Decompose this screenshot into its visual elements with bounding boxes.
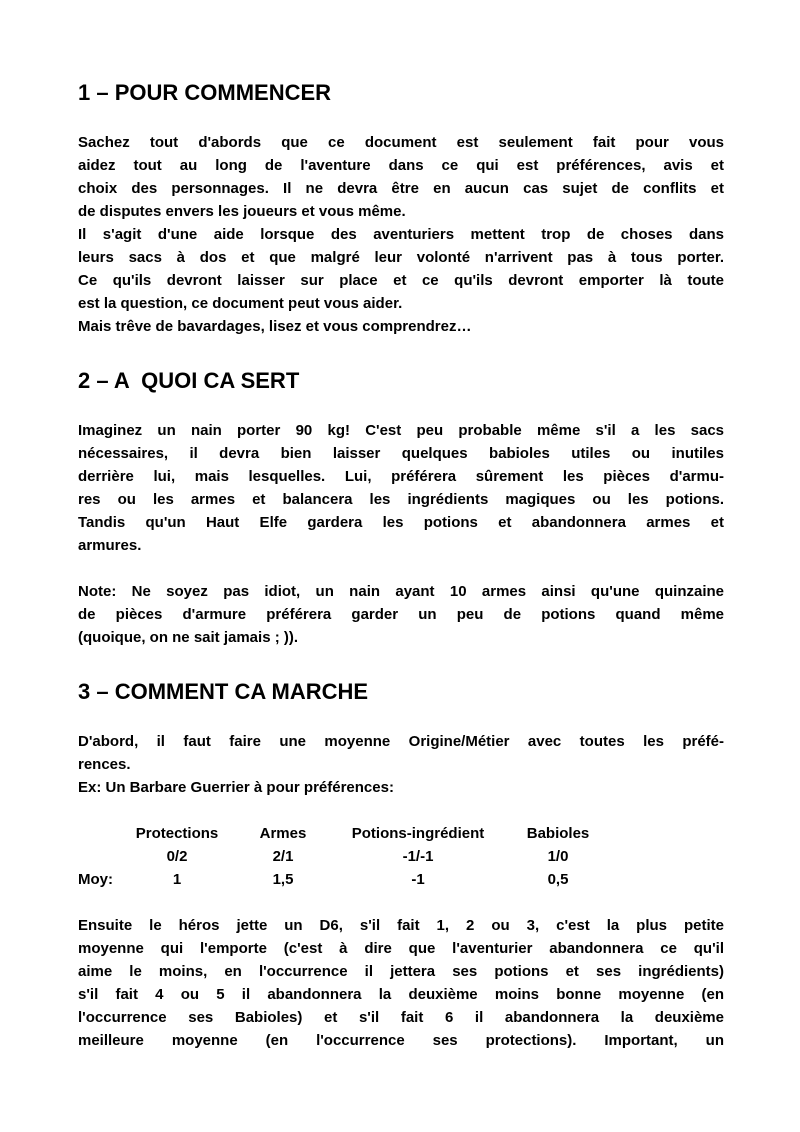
text-line: Imaginez un nain porter 90 kg! C'est peu probable même s'il a les sacs bbox=[78, 422, 724, 439]
table-cell: -1 bbox=[411, 871, 425, 888]
document-page bbox=[78, 80, 724, 1052]
average-label: Moy: bbox=[78, 871, 113, 888]
text-line: moyenne qui l'emporte (c'est à dire que l'aventurier abandonnera ce qu'il bbox=[78, 940, 724, 957]
section-1-body bbox=[78, 131, 724, 338]
text-line: Ex: Un Barbare Guerrier à pour préférences: bbox=[78, 779, 394, 796]
text-line: aime le moins, en l'occurrence il jettera ses potions et ses ingrédients) bbox=[78, 963, 724, 980]
table-header: Potions-ingrédient bbox=[351, 825, 485, 842]
text-line: est la question, ce document peut vous aider. bbox=[78, 295, 403, 312]
table-cell bbox=[78, 845, 122, 868]
text-line: de disputes envers les joueurs et vous même. bbox=[78, 203, 406, 220]
section-2-note bbox=[78, 580, 724, 649]
table-cell: 0,5 bbox=[547, 871, 569, 888]
text-line: leurs sacs à dos et que malgré leur volonté n'arrivent pas à tous porter. bbox=[78, 249, 724, 266]
table-cell: 1,5 bbox=[272, 871, 294, 888]
table-row-average bbox=[78, 868, 598, 891]
text-line: choix des personnages. Il ne devra être en aucun cas sujet de conflits et bbox=[78, 180, 724, 197]
text-line: meilleure moyenne (en l'occurrence ses protections). Important, un bbox=[78, 1032, 724, 1049]
section-1-title: 1 – POUR COMMENCER bbox=[78, 80, 332, 105]
table-cell: 1/0 bbox=[547, 848, 569, 865]
text-line: D'abord, il faut faire une moyenne Origine/Métier avec toutes les préfé- bbox=[78, 733, 724, 750]
table-row bbox=[78, 845, 598, 868]
text-line: Tandis qu'un Haut Elfe gardera les potions et abandonnera armes et bbox=[78, 514, 724, 531]
section-3-title: 3 – COMMENT CA MARCHE bbox=[78, 679, 369, 704]
text-line: Note: Ne soyez pas idiot, un nain ayant 10 armes ainsi qu'une quinzaine bbox=[78, 583, 724, 600]
text-line: Sachez tout d'abords que ce document est seulement fait pour vous bbox=[78, 134, 724, 151]
text-line: Il s'agit d'une aide lorsque des aventuriers mettent trop de choses dans bbox=[78, 226, 724, 243]
text-line: Mais trêve de bavardages, lisez et vous comprendrez… bbox=[78, 318, 472, 335]
table-header: Armes bbox=[259, 825, 307, 842]
table-cell: 2/1 bbox=[272, 848, 294, 865]
table-header-row bbox=[78, 822, 598, 845]
text-line: Ce qu'ils devront laisser sur place et ce qu'ils devront emporter là toute bbox=[78, 272, 724, 289]
text-line: Ensuite le héros jette un D6, s'il fait 1, 2 ou 3, c'est la plus petite bbox=[78, 917, 724, 934]
section-2-title: 2 – A QUOI CA SERT bbox=[78, 368, 300, 393]
text-line: aidez tout au long de l'aventure dans ce qui est préférences, avis et bbox=[78, 157, 724, 174]
text-line: nécessaires, il devra bien laisser quelques babioles utiles ou inutiles bbox=[78, 445, 724, 462]
text-line: de pièces d'armure préférera garder un peu de potions quand même bbox=[78, 606, 724, 623]
text-line: armures. bbox=[78, 537, 142, 554]
table-cell: 0/2 bbox=[166, 848, 188, 865]
section-3-intro bbox=[78, 730, 724, 799]
table-cell: 1 bbox=[172, 871, 182, 888]
section-2-body bbox=[78, 419, 724, 557]
text-line: derrière lui, mais lesquelles. Lui, préférera sûrement les pièces d'armu- bbox=[78, 468, 724, 485]
text-line: rences. bbox=[78, 756, 131, 773]
table-cell bbox=[78, 822, 122, 845]
text-line: res ou les armes et balancera les ingrédients magiques ou les potions. bbox=[78, 491, 724, 508]
text-line: l'occurrence ses Babioles) et s'il fait 6 il abandonnera la deuxième bbox=[78, 1009, 724, 1026]
preferences-table bbox=[78, 822, 598, 891]
text-line: s'il fait 4 ou 5 il abandonnera la deuxième moins bonne moyenne (en bbox=[78, 986, 724, 1003]
table-header: Babioles bbox=[526, 825, 590, 842]
table-header: Protections bbox=[135, 825, 219, 842]
table-cell: -1/-1 bbox=[402, 848, 434, 865]
text-line: (quoique, on ne sait jamais ; )). bbox=[78, 629, 299, 646]
section-3-body bbox=[78, 914, 724, 1052]
